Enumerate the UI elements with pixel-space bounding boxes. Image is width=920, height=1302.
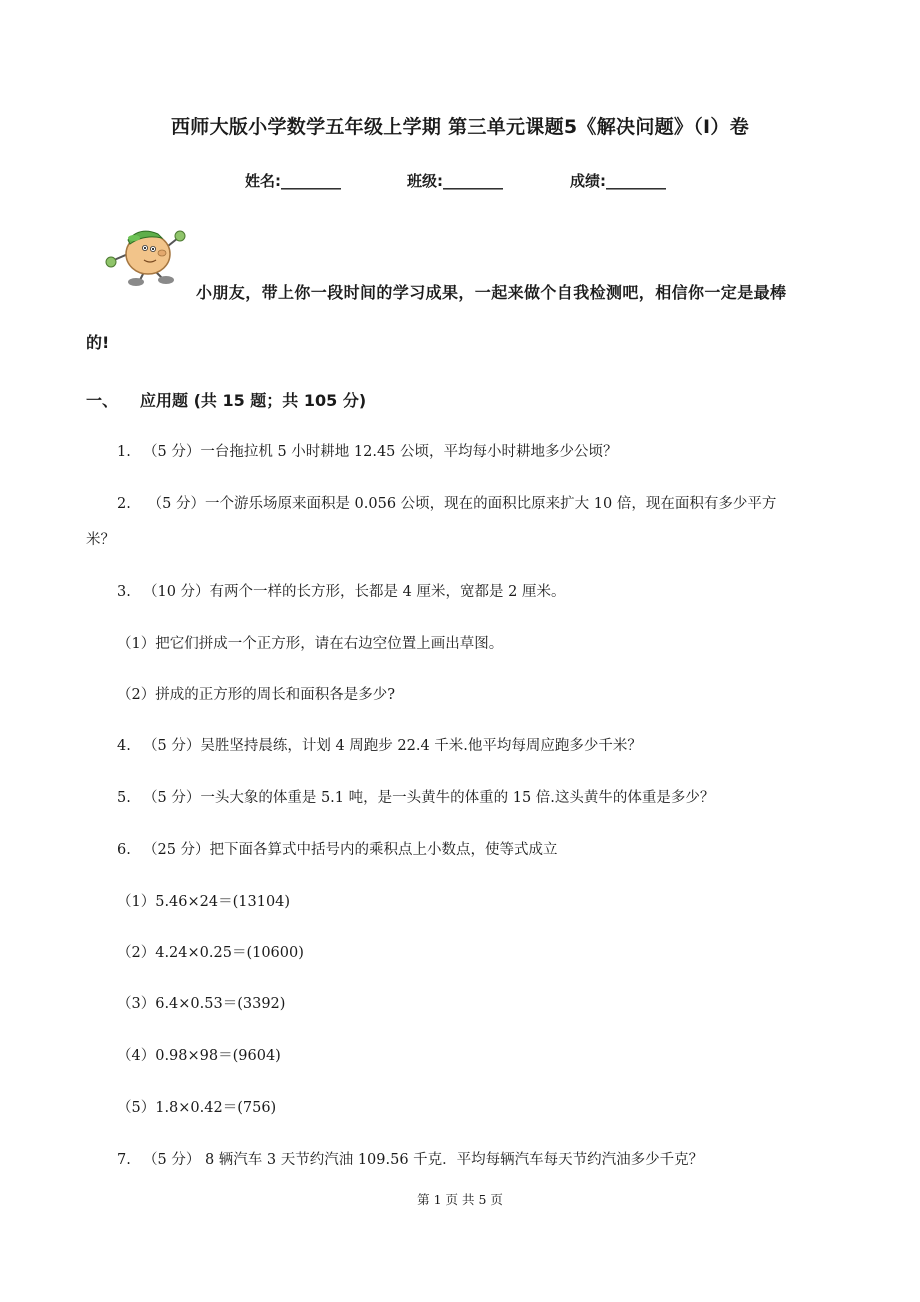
question-number: 6.: [117, 842, 131, 858]
question-number: 2.: [117, 496, 131, 512]
question-text: （5 分）一台拖拉机 5 小时耕地 12.45 公顷，平均每小时耕地多少公顷？: [143, 444, 618, 460]
section-label: 应用题 (共 15 题；共 105 分): [140, 391, 367, 410]
page-footer: 第 1 页 共 5 页: [417, 1192, 503, 1207]
question-text: （25 分）把下面各算式中括号内的乘积点上小数点，使等式成立: [143, 842, 558, 858]
section-index: 一、: [86, 391, 119, 410]
question-number: 7.: [117, 1152, 131, 1168]
score-field-label: 成绩:________: [570, 172, 666, 190]
question-6-part-5: （5）1.8×0.42＝(756): [117, 1100, 277, 1116]
question-number: 1.: [117, 444, 131, 460]
question-2: [117, 492, 776, 513]
intro-text: 小朋友，带上你一段时间的学习成果，一起来做个自我检测吧，相信你一定是最棒: [196, 283, 787, 302]
class-field-label: 班级:________: [407, 172, 503, 190]
name-field-label: 姓名:________: [245, 172, 341, 190]
question-6: [117, 838, 558, 859]
section-heading: [86, 388, 366, 411]
question-1: [117, 440, 618, 461]
question-number: 5.: [117, 790, 131, 806]
question-text: （10 分）有两个一样的长方形，长都是 4 厘米，宽都是 2 厘米。: [143, 584, 566, 600]
question-text: （5 分）一个游乐场原来面积是 0.056 公顷，现在的面积比原来扩大 10 倍，现在面积有多少平方: [143, 496, 777, 512]
question-3-part-1: （1）把它们拼成一个正方形，请在右边空位置上画出草图。: [117, 636, 504, 652]
question-6-part-1: （1）5.46×24＝(13104): [117, 894, 291, 910]
question-5: [117, 786, 714, 807]
question-number: 3.: [117, 584, 131, 600]
question-4: [117, 734, 642, 755]
exam-title: 西师大版小学数学五年级上学期 第三单元课题5《解决问题》（I）卷: [170, 116, 749, 138]
question-number: 4.: [117, 738, 131, 754]
question-2-continued: 米？: [86, 532, 115, 548]
question-text: （5 分）一头大象的体重是 5.1 吨，是一头黄牛的体重的 15 倍.这头黄牛的体重是多少？: [143, 790, 715, 806]
question-7: [117, 1148, 703, 1169]
question-text: （5 分）吴胜坚持晨练，计划 4 周跑步 22.4 千米.他平均每周应跑多少千米？: [143, 738, 642, 754]
question-3-part-2: （2）拼成的正方形的周长和面积各是多少?: [117, 687, 395, 703]
question-6-part-3: （3）6.4×0.53＝(3392): [117, 996, 286, 1012]
mascot-illustration: [100, 222, 186, 288]
question-3: [117, 580, 565, 601]
question-text: （5 分） 8 辆汽车 3 天节约汽油 109.56 千克．平均每辆汽车每天节约汽油多少千克？: [143, 1152, 704, 1168]
intro-text-continued: 的!: [86, 333, 110, 352]
question-6-part-2: （2）4.24×0.25＝(10600): [117, 945, 304, 961]
question-6-part-4: （4）0.98×98＝(9604): [117, 1048, 281, 1064]
